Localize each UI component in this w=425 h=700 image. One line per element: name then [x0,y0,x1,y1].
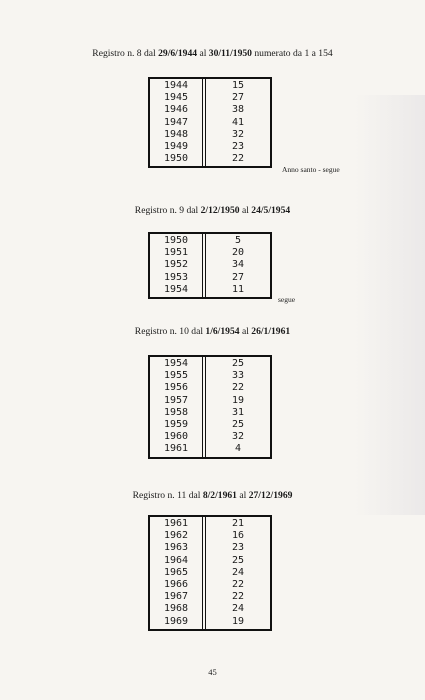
register-8-table [148,77,272,168]
table-row [150,92,270,104]
count-cell: 32 [231,128,245,140]
count-cell: 38 [231,104,245,116]
table-row [150,616,270,628]
register-10-table [148,355,272,459]
heading-mid: al [239,205,252,216]
year-cell: 1946 [163,104,189,116]
table-row [150,567,270,579]
table-row [150,358,270,370]
count-cell: 25 [231,358,245,369]
year-cell: 1958 [163,406,189,418]
count-cell: 27 [231,92,245,104]
count-cell: 27 [231,271,245,283]
count-cell: 22 [231,153,245,165]
year-cell: 1950 [163,235,189,246]
register-9-note: segue [278,295,296,304]
column-divider [202,357,206,457]
table-row [150,518,270,530]
year-cell: 1968 [163,603,189,615]
year-cell: 1954 [163,283,189,295]
column-divider [202,234,206,297]
table-row [150,382,270,394]
year-cell: 1955 [163,370,189,382]
year-cell: 1944 [163,80,189,91]
year-cell: 1956 [163,382,189,394]
count-cell: 22 [231,591,245,603]
table-row [150,419,270,431]
register-9-heading [0,205,425,216]
count-cell: 16 [231,530,245,542]
table-row [150,542,270,554]
year-cell: 1949 [163,140,189,152]
year-cell: 1954 [163,358,189,369]
heading-prefix: Registro n. 11 dal [132,490,203,501]
heading-prefix: Registro n. 10 dal [134,326,206,337]
table-row [150,259,270,271]
year-cell: 1953 [163,271,189,283]
year-cell: 1969 [163,615,189,627]
date-to: 26/1/1961 [251,326,291,337]
count-cell: 15 [231,80,245,91]
table-row [150,395,270,407]
count-cell: 24 [231,603,245,615]
year-cell: 1961 [163,518,189,529]
table-row [150,407,270,419]
date-from: 2/12/1950 [200,205,240,216]
count-cell: 5 [234,235,242,246]
table-row [150,272,270,284]
count-cell: 23 [231,140,245,152]
date-from: 29/6/1944 [158,48,198,59]
count-cell: 22 [231,578,245,590]
page-number: 45 [208,667,217,677]
register-8-heading [0,48,425,59]
year-cell: 1959 [163,418,189,430]
register-8-note: Anno santo - segue [282,165,340,174]
date-to: 27/12/1969 [248,490,293,501]
count-cell: 31 [231,406,245,418]
count-cell: 23 [231,542,245,554]
count-cell: 19 [231,394,245,406]
date-to: 30/11/1950 [208,48,252,59]
count-cell: 41 [231,116,245,128]
heading-mid: al [239,326,252,337]
table-row [150,530,270,542]
year-cell: 1951 [163,247,189,259]
table-row [150,129,270,141]
facing-page-bleed [355,95,425,515]
table-row [150,141,270,153]
year-cell: 1967 [163,591,189,603]
table-row [150,443,270,455]
heading-mid: al [236,490,249,501]
year-cell: 1957 [163,394,189,406]
count-cell: 24 [231,566,245,578]
register-9-table [148,232,272,299]
year-cell: 1945 [163,92,189,104]
year-cell: 1952 [163,259,189,271]
count-cell: 19 [231,615,245,627]
count-cell: 33 [231,370,245,382]
year-cell: 1947 [163,116,189,128]
year-cell: 1960 [163,431,189,443]
table-row [150,555,270,567]
table-row [150,579,270,591]
heading-suffix: numerato da 1 a 154 [251,48,333,59]
year-cell: 1966 [163,578,189,590]
year-cell: 1963 [163,542,189,554]
table-row [150,80,270,92]
year-cell: 1961 [163,443,189,455]
table-row [150,235,270,247]
count-cell: 34 [231,259,245,271]
count-cell: 32 [231,431,245,443]
table-row [150,247,270,259]
table-row [150,284,270,296]
table-row [150,603,270,615]
year-cell: 1950 [163,153,189,165]
column-divider [202,517,206,629]
table-row [150,431,270,443]
heading-mid: al [197,48,209,59]
count-cell: 20 [231,247,245,259]
year-cell: 1965 [163,566,189,578]
count-cell: 4 [234,443,242,455]
date-from: 1/6/1954 [205,326,240,337]
table-row [150,370,270,382]
table-row [150,117,270,129]
date-to: 24/5/1954 [251,205,291,216]
heading-prefix: Registro n. 9 dal [134,205,201,216]
heading-prefix: Registro n. 8 dal [92,48,159,59]
column-divider [202,79,206,166]
table-row [150,104,270,116]
count-cell: 21 [231,518,245,529]
count-cell: 11 [231,283,245,295]
table-row [150,153,270,165]
year-cell: 1964 [163,554,189,566]
register-11-heading [0,490,425,501]
date-from: 8/2/1961 [202,490,237,501]
register-11-table [148,515,272,631]
year-cell: 1948 [163,128,189,140]
register-10-heading [0,326,425,337]
count-cell: 25 [231,554,245,566]
year-cell: 1962 [163,530,189,542]
table-row [150,591,270,603]
count-cell: 22 [231,382,245,394]
count-cell: 25 [231,418,245,430]
